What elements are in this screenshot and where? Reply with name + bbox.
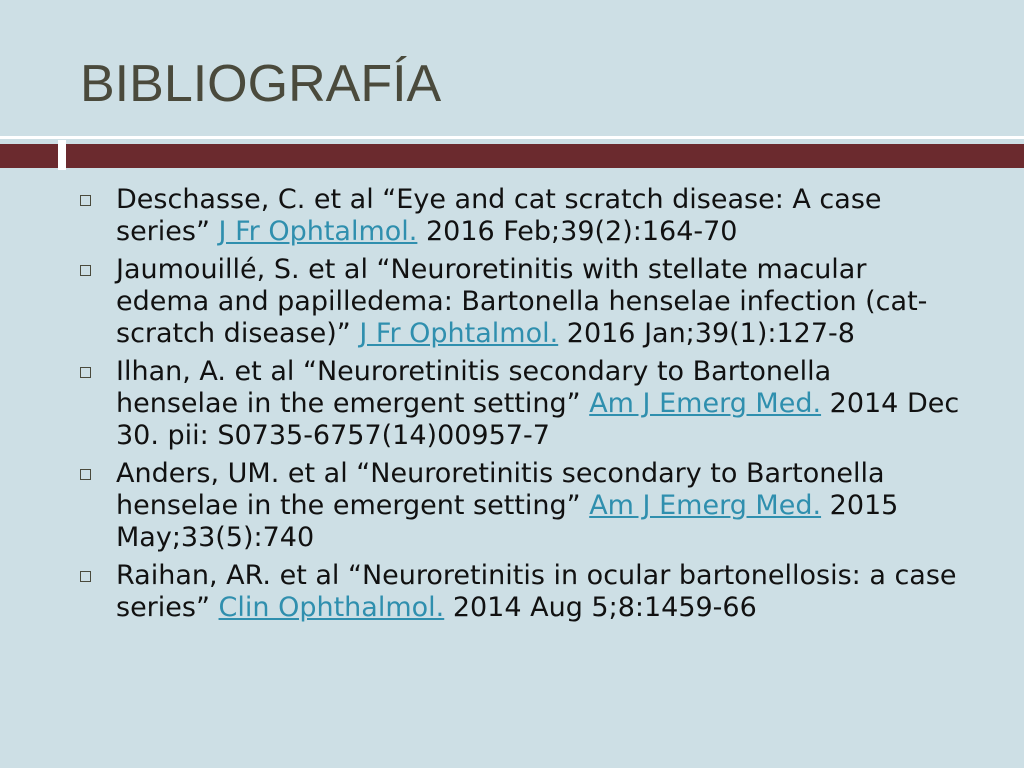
slide-title: BIBLIOGRAFÍA — [80, 55, 442, 113]
square-bullet-icon — [80, 469, 91, 480]
accent-bar-right — [66, 144, 1024, 168]
reference-citation: 2014 Aug 5;8:1459-66 — [444, 592, 757, 623]
title-divider-line — [0, 136, 1024, 139]
reference-citation: 2016 Jan;39(1):127-8 — [558, 318, 855, 349]
reference-list — [80, 184, 960, 630]
reference-item-4 — [80, 458, 960, 554]
reference-item-3 — [80, 356, 960, 452]
reference-item-1 — [80, 184, 960, 248]
journal-link[interactable]: J Fr Ophtalmol. — [359, 318, 559, 349]
accent-bar-left — [0, 144, 58, 168]
reference-item-2 — [80, 254, 960, 350]
journal-link[interactable]: Am J Emerg Med. — [589, 490, 822, 521]
reference-item-5 — [80, 560, 960, 624]
reference-text: Jaumouillé, S. et al “Neuroretinitis with stellate macular edema and papilledema: Bartonella henselae infection (cat-scratch disease)” — [116, 254, 928, 349]
reference-text: Raihan, AR. et al “Neuroretinitis in ocular bartonellosis: a case series” — [116, 560, 957, 623]
journal-link[interactable]: J Fr Ophtalmol. — [218, 216, 418, 247]
reference-citation: 2014 Dec 30. pii: S0735-6757(14)00957-7 — [116, 388, 960, 451]
square-bullet-icon — [80, 571, 91, 582]
reference-citation: 2015 May;33(5):740 — [116, 490, 899, 553]
square-bullet-icon — [80, 367, 91, 378]
reference-text: Deschasse, C. et al “Eye and cat scratch disease: A case series” — [116, 184, 882, 247]
journal-link[interactable]: Am J Emerg Med. — [589, 388, 822, 419]
reference-citation: 2016 Feb;39(2):164-70 — [417, 216, 738, 247]
square-bullet-icon — [80, 195, 91, 206]
reference-text: Ilhan, A. et al “Neuroretinitis secondary to Bartonella henselae in the emergent setting” — [116, 356, 832, 419]
square-bullet-icon — [80, 265, 91, 276]
reference-text: Anders, UM. et al “Neuroretinitis secondary to Bartonella henselae in the emergent setting” — [116, 458, 885, 521]
accent-bar-gap — [58, 140, 66, 170]
journal-link[interactable]: Clin Ophthalmol. — [218, 592, 445, 623]
